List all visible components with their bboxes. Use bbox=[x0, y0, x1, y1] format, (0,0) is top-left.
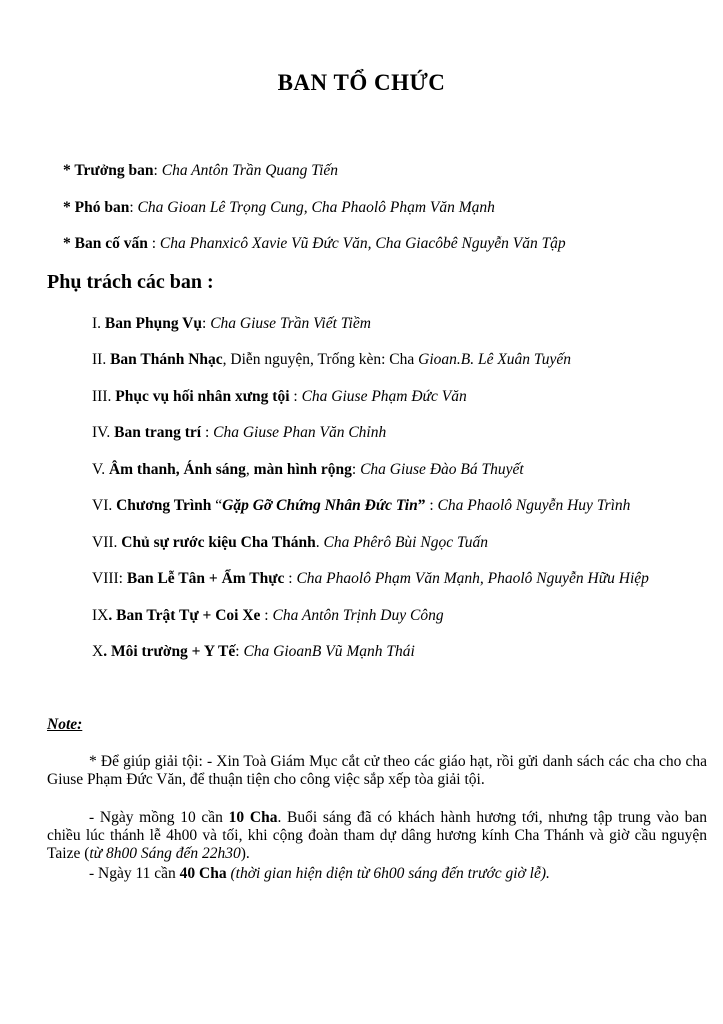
department-9: IX. Ban Trật Tự + Coi Xe : Cha Antôn Trịnh Duy Công bbox=[92, 607, 444, 624]
note-paragraph-confession: * Để giúp giải tội: - Xin Toà Giám Mục cắt cử theo các giáo hạt, rồi gửi danh sách các cha cho cha Giuse Phạm Đức Văn, để thuận tiện cho công việc sắp xếp tòa giải tội. bbox=[47, 753, 707, 788]
department-1: I. Ban Phụng Vụ: Cha Giuse Trần Viết Tiềm bbox=[92, 315, 371, 332]
department-5: V. Âm thanh, Ánh sáng, màn hình rộng: Cha Giuse Đào Bá Thuyết bbox=[92, 461, 524, 478]
department-8: VIII: Ban Lễ Tân + Ẩm Thực : Cha Phaolô Phạm Văn Mạnh, Phaolô Nguyễn Hữu Hiệp bbox=[92, 570, 649, 587]
department-6: VI. Chương Trình “Gặp Gỡ Chứng Nhân Đức Tin” : Cha Phaolô Nguyễn Huy Trình bbox=[92, 497, 631, 514]
department-2: II. Ban Thánh Nhạc, Diễn nguyện, Trống kèn: Cha Gioan.B. Lê Xuân Tuyến bbox=[92, 351, 571, 368]
organizer-role: * Phó ban bbox=[63, 199, 130, 216]
section-heading: Phụ trách các ban : bbox=[47, 271, 214, 293]
department-3: III. Phục vụ hối nhân xưng tội : Cha Giuse Phạm Đức Văn bbox=[92, 388, 467, 405]
note-paragraph-day-10: - Ngày mồng 10 cần 10 Cha. Buổi sáng đã có khách hành hương tới, nhưng tập trung vào ban chiều lúc thánh lễ 4h00 và tối, khi cộng đoàn tham dự dâng hương kính Cha Thánh và giờ cầu nguyện Taize (từ 8h00 Sáng đến 22h30). bbox=[47, 809, 707, 862]
note-label: Note: bbox=[47, 716, 83, 733]
page-title: BAN TỔ CHỨC bbox=[277, 70, 446, 95]
organizer-role: * Trưởng ban bbox=[63, 162, 154, 179]
department-4: IV. Ban trang trí : Cha Giuse Phan Văn Chỉnh bbox=[92, 424, 387, 441]
note-paragraph-day-11: - Ngày 11 cần 40 Cha (thời gian hiện diện từ 6h00 sáng đến trước giờ lễ). bbox=[89, 865, 550, 882]
organizer-name: Cha Antôn Trần Quang Tiến bbox=[161, 162, 339, 179]
organizer-name: Cha Phanxicô Xavie Vũ Đức Văn, Cha Giacôbê Nguyễn Văn Tập bbox=[159, 235, 566, 252]
organizer-head: * Trưởng ban: Cha Antôn Trần Quang Tiến bbox=[63, 162, 339, 179]
organizer-advisors: * Ban cố vấn : Cha Phanxicô Xavie Vũ Đức Văn, Cha Giacôbê Nguyễn Văn Tập bbox=[63, 235, 566, 252]
department-10: X. Môi trường + Y Tế: Cha GioanB Vũ Mạnh Thái bbox=[92, 643, 415, 660]
organizer-deputy: * Phó ban: Cha Gioan Lê Trọng Cung, Cha Phaolô Phạm Văn Mạnh bbox=[63, 199, 495, 216]
organizer-role: * Ban cố vấn bbox=[63, 235, 148, 252]
organizer-name: Cha Gioan Lê Trọng Cung, Cha Phaolô Phạm Văn Mạnh bbox=[137, 199, 495, 216]
department-7: VII. Chủ sự rước kiệu Cha Thánh. Cha Phêrô Bùi Ngọc Tuấn bbox=[92, 534, 488, 551]
